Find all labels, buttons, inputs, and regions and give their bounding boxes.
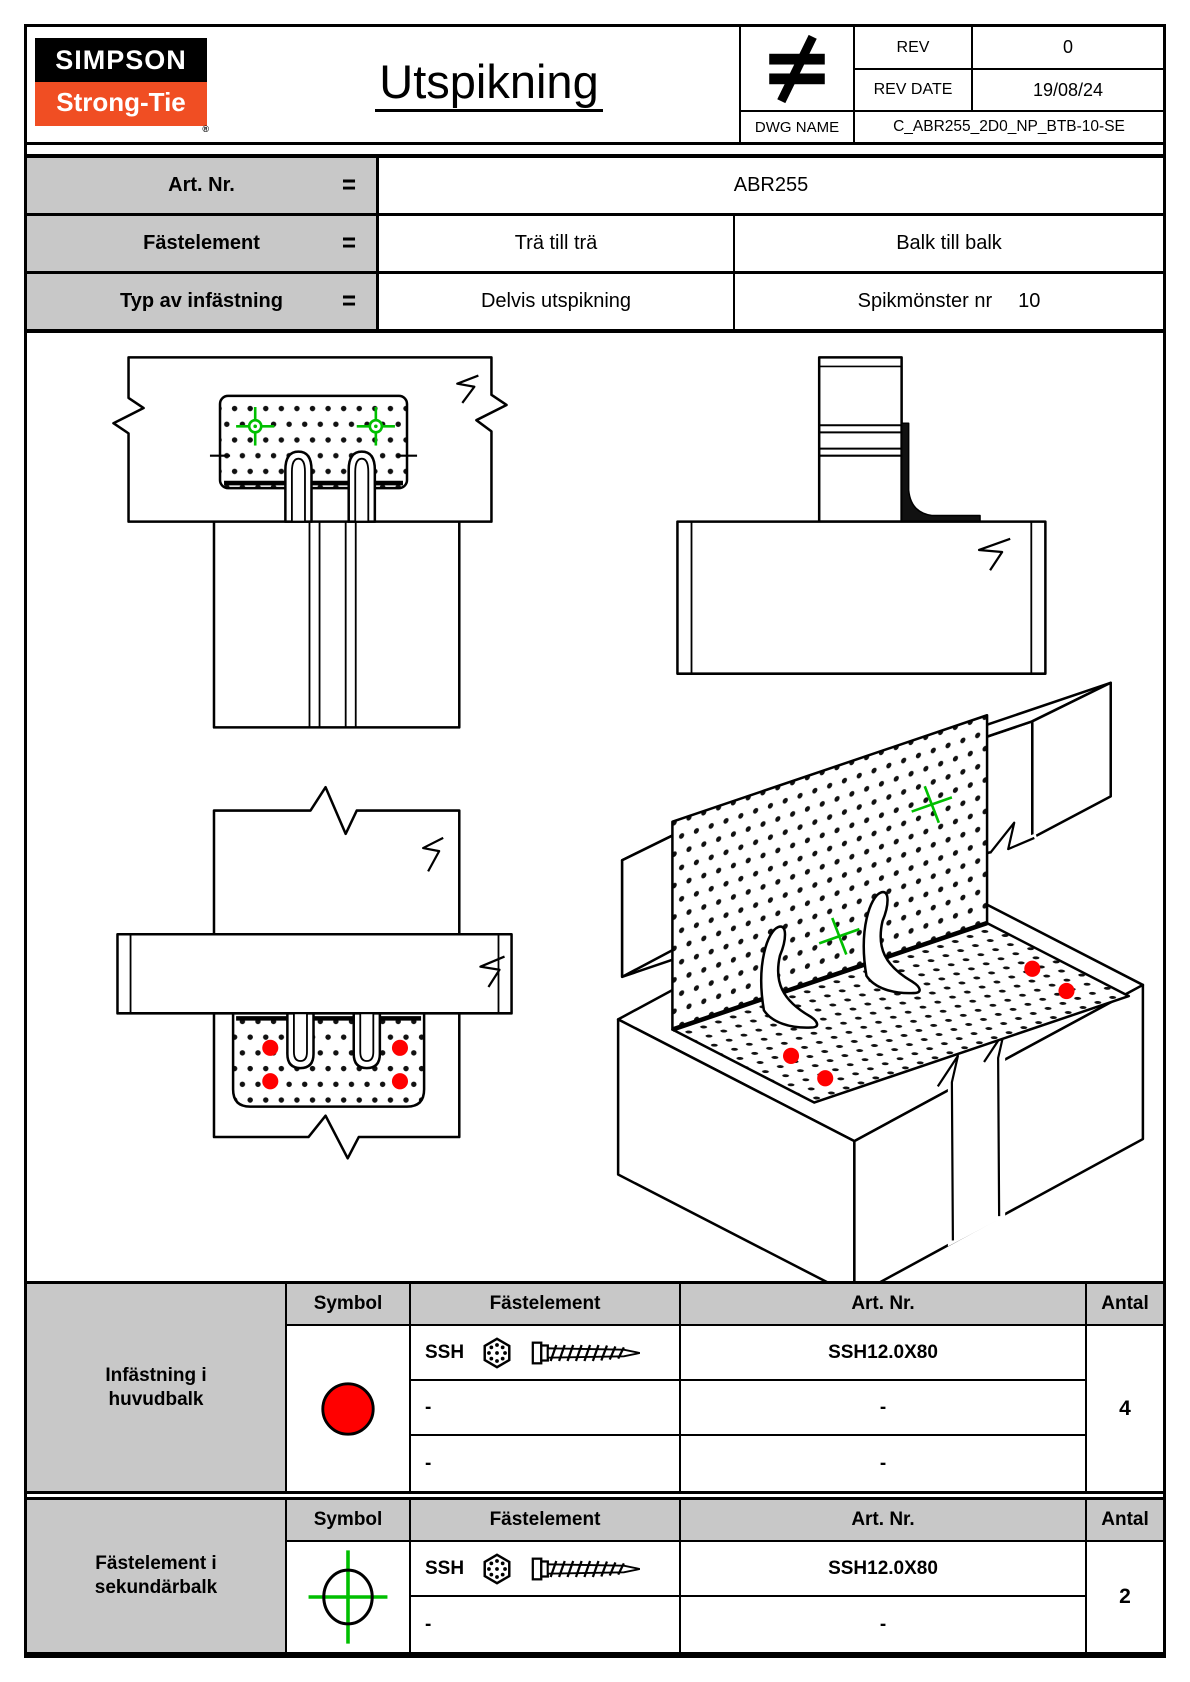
col-header-artnr: Art. Nr.	[681, 1500, 1087, 1542]
technical-drawing	[27, 333, 1163, 1281]
plate-tab	[349, 452, 375, 522]
col-header-antal: Antal	[1087, 1500, 1163, 1542]
drawing-area	[27, 333, 1163, 1281]
group-label-huvudbalk: Infästning i huvudbalk	[27, 1284, 287, 1491]
equals-icon: =	[341, 286, 356, 316]
artnr-cell: SSH12.0X80	[681, 1542, 1087, 1597]
bottom-view	[117, 787, 511, 1158]
fastener-table-huvudbalk	[27, 1281, 1163, 1494]
abr-plate	[233, 1013, 424, 1106]
not-equal-glyph	[754, 31, 840, 107]
side-view	[677, 357, 1045, 673]
artnr-value: ABR255	[379, 158, 1163, 213]
title-block	[27, 27, 1163, 145]
artnr-label-cell	[27, 158, 379, 213]
dwg-name-value: C_ABR255_2D0_NP_BTB-10-SE	[853, 110, 1163, 142]
equals-icon: =	[341, 170, 356, 200]
group-label-sekundarbalk: Fästelement i sekundärbalk	[27, 1500, 287, 1652]
simpson-strongtie-logo	[27, 27, 239, 142]
screw-icon	[530, 1336, 652, 1370]
break-mark	[423, 838, 443, 871]
info-row-artnr	[27, 158, 1163, 213]
col-header-symbol: Symbol	[287, 1500, 411, 1542]
col-header-antal: Antal	[1087, 1284, 1163, 1326]
fastener-row: -	[411, 1436, 681, 1491]
artnr-cell: -	[681, 1381, 1087, 1436]
col-header-fastelement: Fästelement	[411, 1284, 681, 1326]
fastener-name: SSH	[425, 1341, 465, 1363]
hex-head-icon	[480, 1552, 514, 1586]
fastelement-label: Fästelement	[143, 232, 260, 254]
rev-date-label: REV DATE	[853, 68, 971, 110]
title-area	[239, 27, 739, 142]
col-header-artnr: Art. Nr.	[681, 1284, 1087, 1326]
red-circle-icon	[312, 1373, 384, 1445]
fastelement-label-cell	[27, 216, 379, 271]
info-table	[27, 154, 1163, 333]
screw-icon	[530, 1552, 652, 1586]
fastelement-value-1: Trä till trä	[379, 216, 735, 271]
col-header-fastelement: Fästelement	[411, 1500, 681, 1542]
fastelement-value-2: Balk till balk	[735, 216, 1163, 271]
symbol-cell-huvudbalk	[287, 1326, 411, 1491]
fastener-table-sekundarbalk	[27, 1497, 1163, 1655]
info-row-typ	[27, 271, 1163, 329]
secondary-beam-end	[819, 357, 901, 521]
symbol-cell-sekundarbalk	[287, 1542, 411, 1652]
artnr-cell: -	[681, 1597, 1087, 1652]
typ-value-1: Delvis utspikning	[379, 274, 735, 329]
fastener-name: SSH	[425, 1557, 465, 1579]
plate-tab	[354, 1013, 380, 1068]
abr-plate	[220, 396, 407, 488]
logo-strongtie-label: Strong-Tie	[56, 87, 186, 117]
dwg-name-label: DWG NAME	[741, 110, 853, 142]
fastener-row: -	[411, 1381, 681, 1436]
main-beam-outline	[677, 522, 1045, 674]
plate-tab	[287, 1013, 313, 1068]
logo-strongtie-text	[35, 82, 209, 134]
typ-label: Typ av infästning	[120, 290, 283, 312]
green-crosshair-icon	[300, 1545, 396, 1649]
main-beam-outline	[117, 934, 511, 1013]
isometric-view	[618, 683, 1143, 1281]
revision-block	[739, 27, 1163, 142]
plate-tab	[285, 452, 311, 522]
artnr-cell: SSH12.0X80	[681, 1326, 1087, 1381]
front-view	[113, 357, 506, 727]
fastener-row: -	[411, 1597, 681, 1652]
rev-date-value: 19/08/24	[971, 68, 1163, 110]
fastener-row	[411, 1542, 681, 1597]
info-row-fastelement	[27, 213, 1163, 271]
break-mark	[457, 376, 478, 403]
logo-simpson-text: SIMPSON	[35, 38, 207, 82]
bracket-profile	[902, 423, 980, 521]
fastener-row	[411, 1326, 681, 1381]
equals-icon: =	[341, 228, 356, 258]
iso-break-gap	[948, 1042, 1005, 1247]
secondary-beam-outline	[214, 522, 459, 728]
rev-value: 0	[971, 27, 1163, 68]
col-header-symbol: Symbol	[287, 1284, 411, 1326]
spikmonster-number: 10	[1018, 290, 1041, 312]
secondary-beam-break-top	[214, 787, 459, 934]
page-title: Utspikning	[375, 57, 602, 111]
antal-value: 2	[1119, 1585, 1131, 1608]
artnr-cell: -	[681, 1436, 1087, 1491]
spikmonster-label: Spikmönster nr	[857, 290, 993, 312]
hex-head-icon	[480, 1336, 514, 1370]
artnr-label: Art. Nr.	[168, 174, 235, 196]
typ-label-cell	[27, 274, 379, 329]
sheet-frame	[24, 24, 1166, 1658]
registered-mark: ®	[202, 124, 209, 134]
rev-label: REV	[853, 27, 971, 68]
antal-value: 4	[1119, 1396, 1131, 1420]
not-equal-icon	[741, 27, 853, 110]
typ-value-2	[735, 274, 1163, 329]
